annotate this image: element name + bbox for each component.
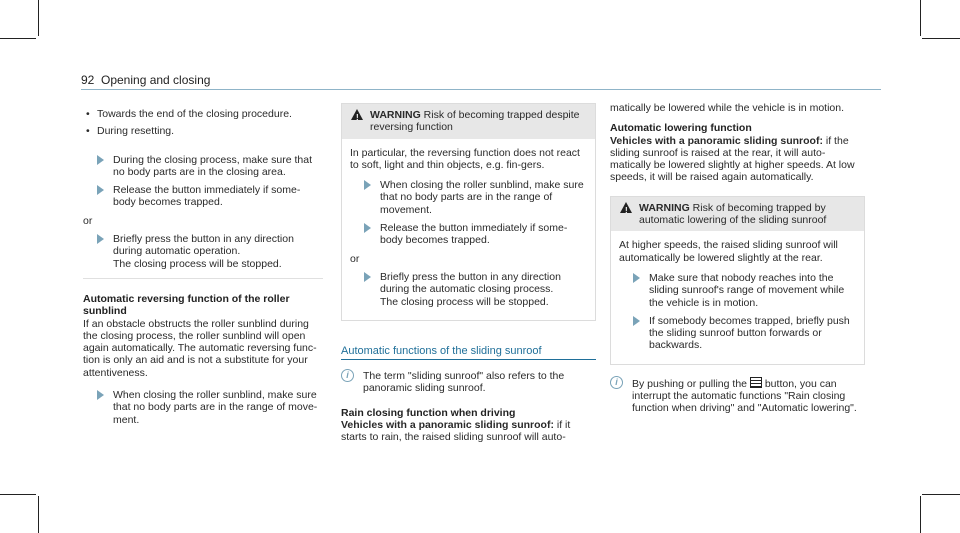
crop-mark [920, 0, 921, 36]
instruction-step: During the closing process, make sure that no body parts are in the closing area. [83, 154, 323, 179]
warning-box [610, 196, 865, 365]
warning-label: WARNING [370, 109, 421, 121]
subsection-heading: Automatic lowering function [610, 122, 752, 135]
column-right [610, 102, 865, 415]
section-heading: Automatic reversing function of the roller sunblind [83, 292, 290, 318]
note: i By pushing or pulling the button, you can interrupt the automatic functions "Rain closing function when driving" and "Automatic lowering". [610, 377, 865, 415]
warning-text: In particular, the reversing function does not react to soft, light and thin objects, e.g. fin-gers. [350, 146, 580, 171]
instruction-step: When closing the roller sunblind, make sure that no body parts are in the range of movement. [350, 179, 587, 216]
warning-header [342, 104, 595, 139]
warning-header [611, 197, 864, 232]
crop-mark [922, 494, 960, 495]
paragraph: matically be lowered while the vehicle is in motion. [610, 102, 845, 114]
arrow-icon [364, 180, 371, 190]
arrow-icon [97, 155, 104, 165]
instruction-step: Release the button immediately if some-body becomes trapped. [83, 184, 323, 209]
section-text: If an obstacle obstructs the roller sunblind during the closing process, the roller sunblind will open again automatically. The automatic reversing func-tion is only an aid and is not a substitute for your attentiveness. [83, 317, 317, 379]
warning-text: At higher speeds, the raised sliding sunroof will automatically be lowered slightly at the rear. [619, 239, 838, 264]
arrow-icon [364, 223, 371, 233]
header-rule [81, 89, 881, 90]
warning-box [341, 103, 596, 321]
section-heading: Automatic functions of the sliding sunroof [341, 345, 596, 360]
or-label: or [83, 214, 93, 227]
crop-mark [38, 496, 39, 533]
instruction-step: Make sure that nobody reaches into the sliding sunroof's range of movement while the vehicle is in motion. [619, 272, 856, 309]
warning-triangle-icon: ! [351, 109, 363, 120]
instruction-step: If somebody becomes trapped, briefly push the sliding sunroof button forwards or backwards. [619, 315, 856, 352]
crop-mark [0, 494, 36, 495]
bullet-item: • Towards the end of the closing procedure. [86, 108, 292, 120]
crop-mark [922, 38, 960, 39]
warning-title: Risk of becoming trapped despite reversing function [370, 109, 580, 134]
crop-mark [920, 496, 921, 533]
warning-title: Risk of becoming trapped by automatic lowering of the sliding sunroof [639, 201, 827, 227]
arrow-icon [97, 234, 104, 244]
arrow-icon [633, 316, 640, 326]
info-icon: i [341, 369, 354, 382]
instruction-step: Briefly press the button in any direction during the automatic closing process. The closing process will be stopped. [350, 271, 587, 308]
instruction-step: When closing the roller sunblind, make sure that no body parts are in the range of move-ment. [83, 389, 323, 426]
crop-mark [38, 0, 39, 36]
info-icon: i [610, 376, 623, 389]
bullet-item: • During resetting. [86, 125, 175, 138]
arrow-icon [97, 390, 104, 400]
warning-triangle-icon: ! [620, 202, 632, 213]
paragraph: Vehicles with a panoramic sliding sunroof: if the sliding sunroof is raised at the rear, it will auto-matically be lowered slightly at higher speeds. At low speeds, it will be raised again automatically. [610, 134, 855, 184]
instruction-step: Briefly press the button in any direction during automatic operation. The closing process will be stopped. [83, 233, 323, 270]
crop-mark [0, 38, 36, 39]
arrow-icon [364, 272, 371, 282]
warning-body [342, 139, 595, 320]
sunroof-button-icon [750, 377, 762, 388]
instruction-box [83, 148, 323, 278]
arrow-icon [633, 273, 640, 283]
warning-body [611, 231, 864, 363]
or-label: or [350, 252, 360, 265]
instruction-step: Release the button immediately if some-body becomes trapped. [350, 222, 587, 247]
page-number: 92 [81, 73, 95, 87]
note: i The term "sliding sunroof" also refers to the panoramic sliding sunroof. [341, 370, 596, 395]
arrow-icon [97, 185, 104, 195]
subsection-heading: Rain closing function when driving [341, 406, 516, 419]
column-left [83, 108, 323, 432]
page-title: Opening and closing [101, 73, 211, 87]
paragraph: Vehicles with a panoramic sliding sunroof: if it starts to rain, the raised sliding sunroof will auto- [341, 419, 571, 444]
column-middle [341, 103, 596, 444]
warning-label: WARNING [639, 201, 690, 214]
